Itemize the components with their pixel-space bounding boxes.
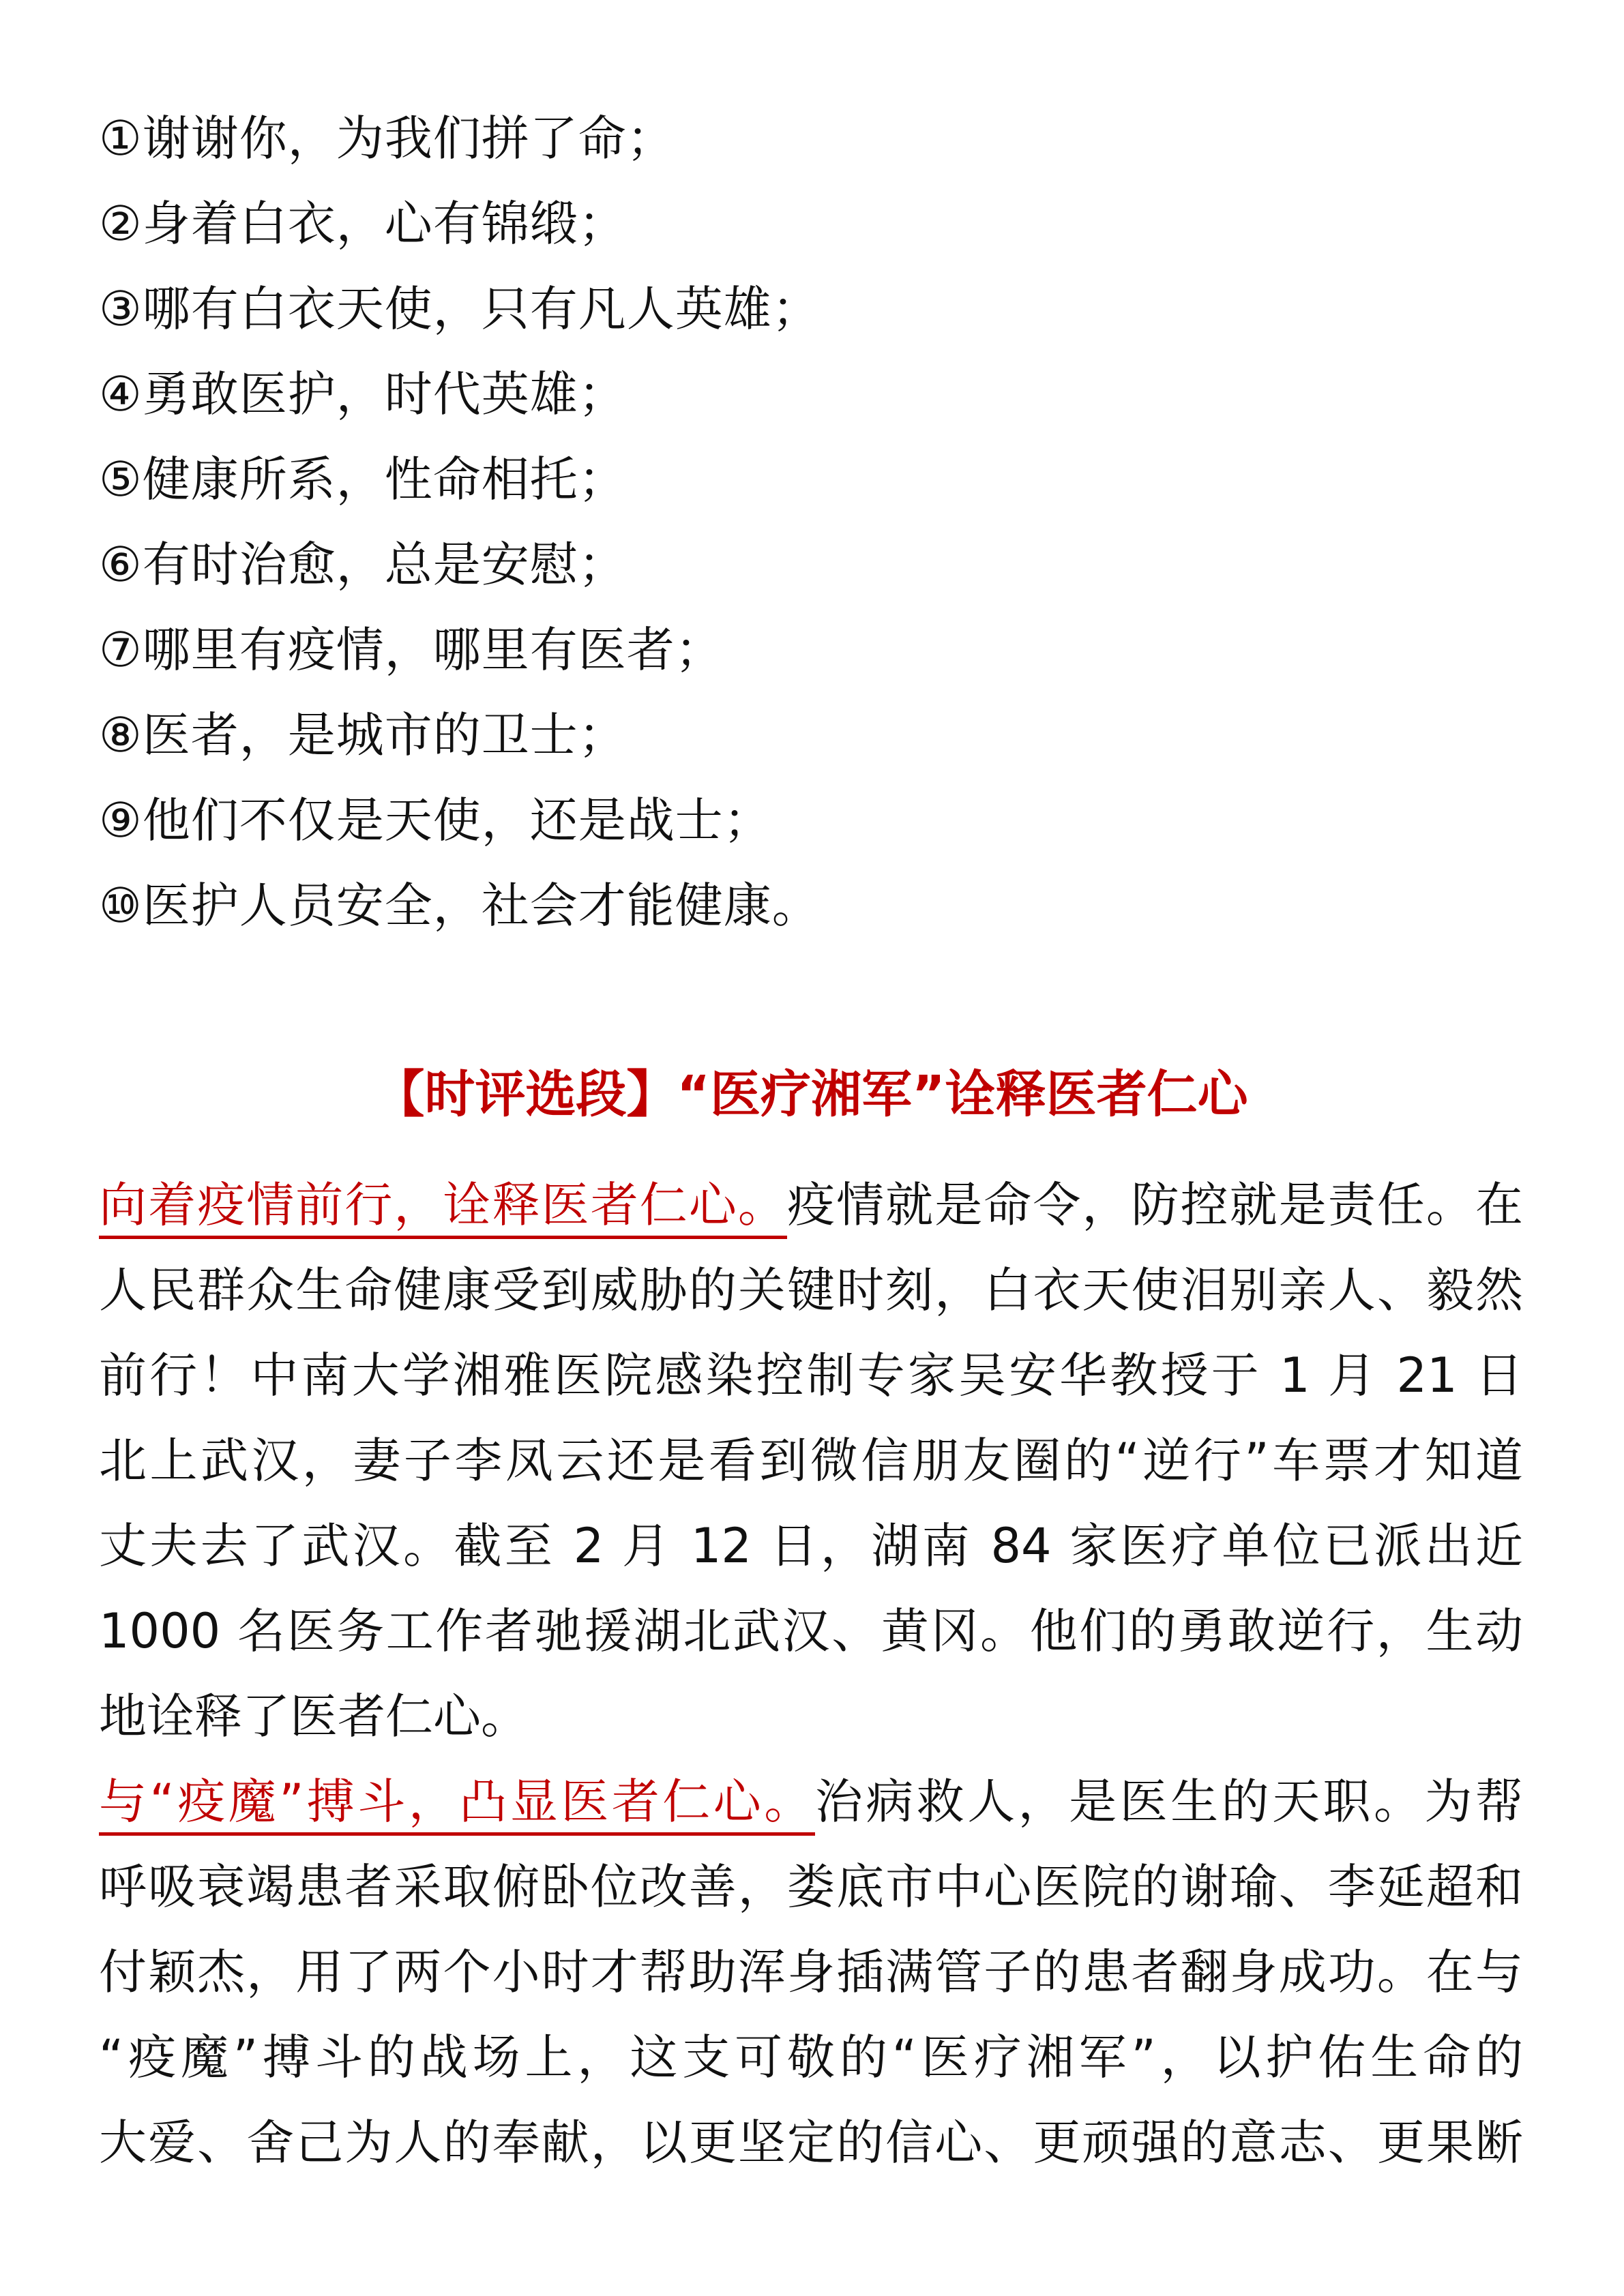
list-item: ⑧医者，是城市的卫士； bbox=[99, 707, 627, 763]
paragraph-line: 丈夫去了武汉。截至 2 月 12 日，湖南 84 家医疗单位已派出近 bbox=[99, 1518, 1523, 1574]
paragraph-line: 付颖杰，用了两个小时才帮助浑身插满管子的患者翻身成功。在与 bbox=[99, 1944, 1523, 2000]
paragraph-1 bbox=[99, 1167, 1523, 1764]
paragraph-lead-phrase: 与“疫魔”搏斗，凸显医者仁心。 bbox=[99, 1774, 815, 1836]
list-item: ⑨他们不仅是天使，还是战士； bbox=[99, 792, 772, 848]
paragraph-text: 治病救人，是医生的天职。为帮 bbox=[814, 1774, 1524, 1830]
paragraph-line: 前行！中南大学湘雅医院感染控制专家吴安华教授于 1 月 21 日 bbox=[99, 1347, 1523, 1403]
paragraph-line: 大爱、舍己为人的奉献，以更坚定的信心、更顽强的意志、更果断 bbox=[99, 2115, 1523, 2171]
paragraph-text: 疫情就是命令，防控就是责任。在 bbox=[787, 1177, 1523, 1233]
list-item: ⑦哪里有疫情，哪里有医者； bbox=[99, 622, 724, 678]
list-item: ③哪有白衣天使，只有凡人英雄； bbox=[99, 281, 821, 337]
paragraph-line bbox=[99, 1167, 1523, 1253]
slogan-list bbox=[99, 102, 821, 955]
paragraph-line: “疫魔”搏斗的战场上，这支可敬的“医疗湘军”，以护佑生命的 bbox=[99, 2029, 1523, 2085]
paragraph-line: 1000 名医务工作者驰援湖北武汉、黄冈。他们的勇敢逆行，生动 bbox=[99, 1603, 1523, 1659]
list-item: ①谢谢你，为我们拼了命； bbox=[99, 110, 675, 166]
paragraph-2 bbox=[99, 1764, 1523, 2190]
paragraph-line: 人民群众生命健康受到威胁的关键时刻，白衣天使泪别亲人、毅然 bbox=[99, 1262, 1523, 1318]
paragraph-lead-phrase: 向着疫情前行，诠释医者仁心。 bbox=[99, 1177, 787, 1239]
paragraph-line: 呼吸衰竭患者采取俯卧位改善，娄底市中心医院的谢瑜、李延超和 bbox=[99, 1859, 1523, 1915]
section-title: 【时评选段】“医疗湘军”诠释医者仁心 bbox=[374, 1065, 1248, 1124]
list-item: ⑩医护人员安全，社会才能健康。 bbox=[99, 878, 821, 934]
paragraph-line: 北上武汉，妻子李凤云还是看到微信朋友圈的“逆行”车票才知道 bbox=[99, 1433, 1523, 1489]
list-item: ⑤健康所系，性命相托； bbox=[99, 451, 627, 507]
paragraph-line: 地诠释了医者仁心。 bbox=[99, 1688, 529, 1744]
list-item: ②身着白衣，心有锦缎； bbox=[99, 196, 627, 252]
list-item: ④勇敢医护，时代英雄； bbox=[99, 366, 627, 422]
paragraph-line bbox=[99, 1764, 1523, 1849]
list-item: ⑥有时治愈，总是安慰； bbox=[99, 537, 627, 593]
